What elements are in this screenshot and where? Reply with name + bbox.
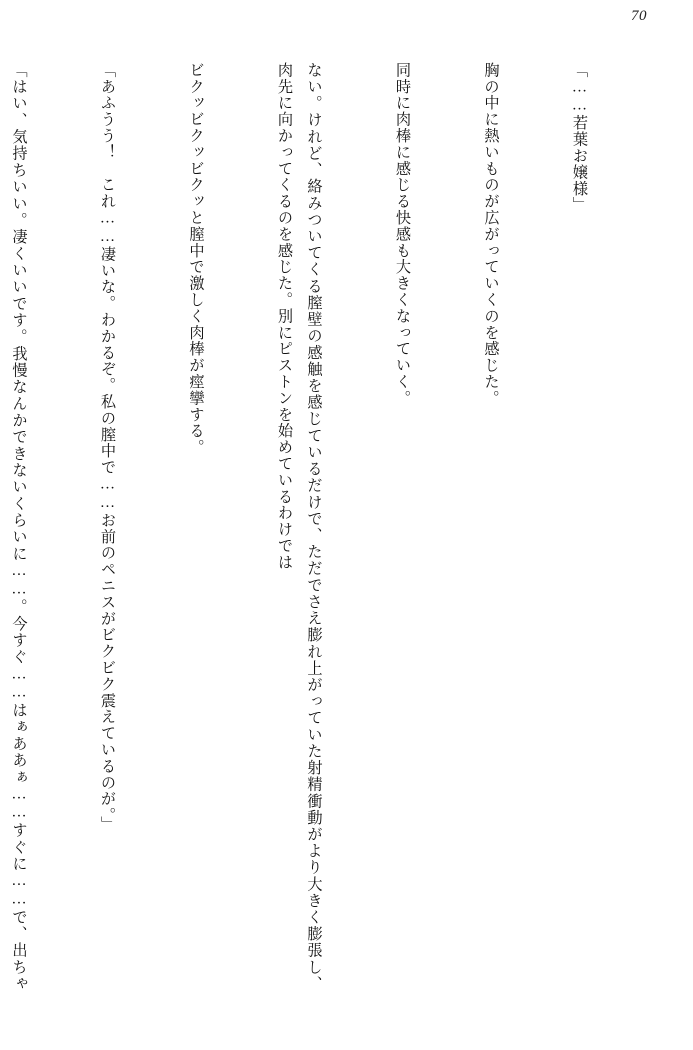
paragraph: ビクッビクッビクッと膣中で激しく肉棒が痙攣する。 [187,62,205,456]
paragraph: ない。けれど、絡みついてくる膣壁の感触を感じているだけで、ただでさえ膨れ上がっていた射精衝動がより大きく膨張し、肉先に向かってくるのを感じた。別にピストンを始めているわけでは [276,62,323,992]
paragraph: 胸の中に熱いものが広がっていくのを感じた。 [482,62,500,407]
paragraph: 「はい、気持ちいい。凄くいいです。我慢なんかできないくらいに……。今すぐ……はぁああぁ……すぐに……で、出ちゃ [10,62,28,992]
page-body-text [10,62,653,992]
page-number: 70 [631,8,647,24]
paragraph: 同時に肉棒に感じる快感も大きくなっていく。 [394,62,411,407]
paragraph: 「……若葉お嬢様」 [571,62,588,214]
paragraph: 「あふうう！ これ……凄いな。わかるぞ。私の膣中で……お前のペニスがビクビク震えているのが。」 [99,62,116,833]
